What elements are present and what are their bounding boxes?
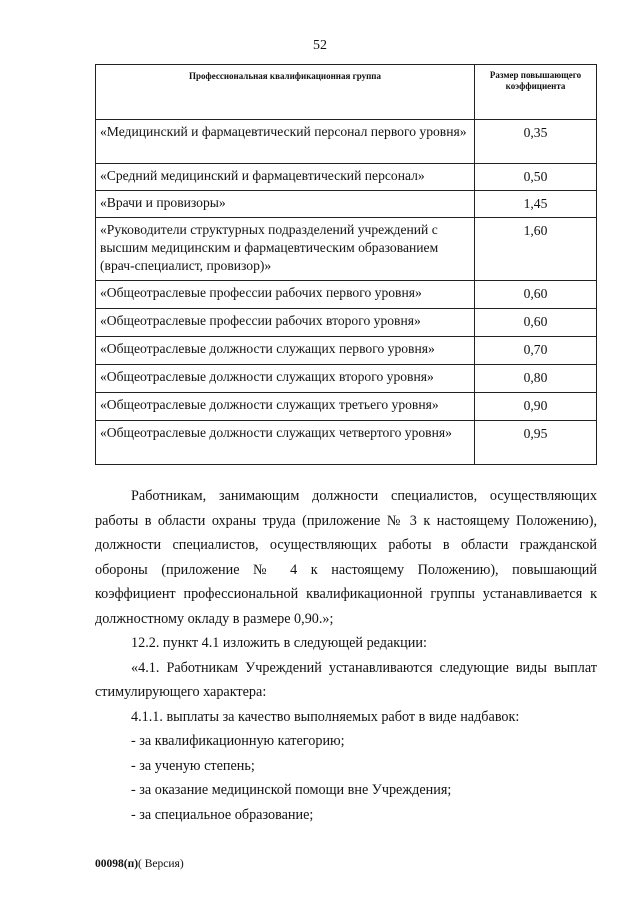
paragraph-4-1-1: 4.1.1. выплаты за качество выполняемых работ в виде надбавок: (131, 708, 520, 725)
row-coefficient: 0,70 (475, 337, 597, 365)
table-row (96, 191, 597, 218)
table-row (96, 365, 597, 393)
row-group-name: «Медицинский и фармацевтический персонал первого уровня» (96, 120, 475, 164)
paragraph-specialists: Работникам, занимающим должности специалистов, осуществляющих работы в области охраны труда (приложение № 3 к настоящему Положению), должности специалистов, осуществляющих работы в области гражданской обороны (приложение № 4 к настоящему Положению), повышающий коэффициент профессиональной квалификационной группы устанавливается к должностному окладу в размере 0,90.»; (95, 488, 597, 627)
row-group-name: «Общеотраслевые должности служащих второго уровня» (96, 365, 475, 393)
row-coefficient: 0,90 (475, 393, 597, 421)
row-coefficient: 0,60 (475, 281, 597, 309)
list-item: - за квалификационную категорию; (131, 733, 345, 749)
body-text (95, 484, 597, 827)
header-qualification-group: Профессиональная квалификационная группа (96, 65, 475, 120)
page-number: 52 (313, 38, 327, 53)
list-item: - за оказание медицинской помощи вне Учреждения; (131, 782, 452, 798)
table-row (96, 218, 597, 281)
table-row (96, 164, 597, 191)
row-coefficient: 0,95 (475, 421, 597, 465)
row-coefficient: 0,50 (475, 164, 597, 191)
row-group-name: «Врачи и провизоры» (96, 191, 475, 218)
table-row (96, 120, 597, 164)
header-coefficient-size: Размер повышающего коэффициента (475, 65, 597, 120)
paragraph-12-2: 12.2. пункт 4.1 изложить в следующей редакции: (131, 635, 427, 651)
list-item: - за специальное образование; (131, 806, 314, 823)
row-group-name: «Общеотраслевые профессии рабочих второго уровня» (96, 309, 475, 337)
document-footer (95, 858, 184, 870)
table-row (96, 309, 597, 337)
coefficient-table (95, 64, 597, 465)
table-row (96, 337, 597, 365)
row-coefficient: 0,60 (475, 309, 597, 337)
row-group-name: «Общеотраслевые должности служащих третьего уровня» (96, 393, 475, 421)
row-coefficient: 1,45 (475, 191, 597, 218)
table-row (96, 421, 597, 465)
table-header-row (96, 65, 597, 120)
table-row (96, 393, 597, 421)
document-version: ( Версия) (138, 858, 184, 870)
list-item: - за ученую степень; (131, 757, 255, 774)
row-group-name: «Общеотраслевые профессии рабочих первого уровня» (96, 281, 475, 309)
row-coefficient: 0,80 (475, 365, 597, 393)
row-coefficient: 0,35 (475, 120, 597, 164)
table-row (96, 281, 597, 309)
row-group-name: «Средний медицинский и фармацевтический персонал» (96, 164, 475, 191)
row-group-name: «Руководители структурных подразделений учреждений с высшим медицинским и фармацевтическим образованием (врач-специалист, провизор)» (96, 218, 475, 281)
row-coefficient: 1,60 (475, 218, 597, 281)
paragraph-4-1: «4.1. Работникам Учреждений устанавливаются следующие виды выплат стимулирующего характера: (95, 659, 597, 700)
row-group-name: «Общеотраслевые должности служащих четвертого уровня» (96, 421, 475, 465)
row-group-name: «Общеотраслевые должности служащих первого уровня» (96, 337, 475, 365)
document-code: 00098(п) (95, 858, 139, 870)
